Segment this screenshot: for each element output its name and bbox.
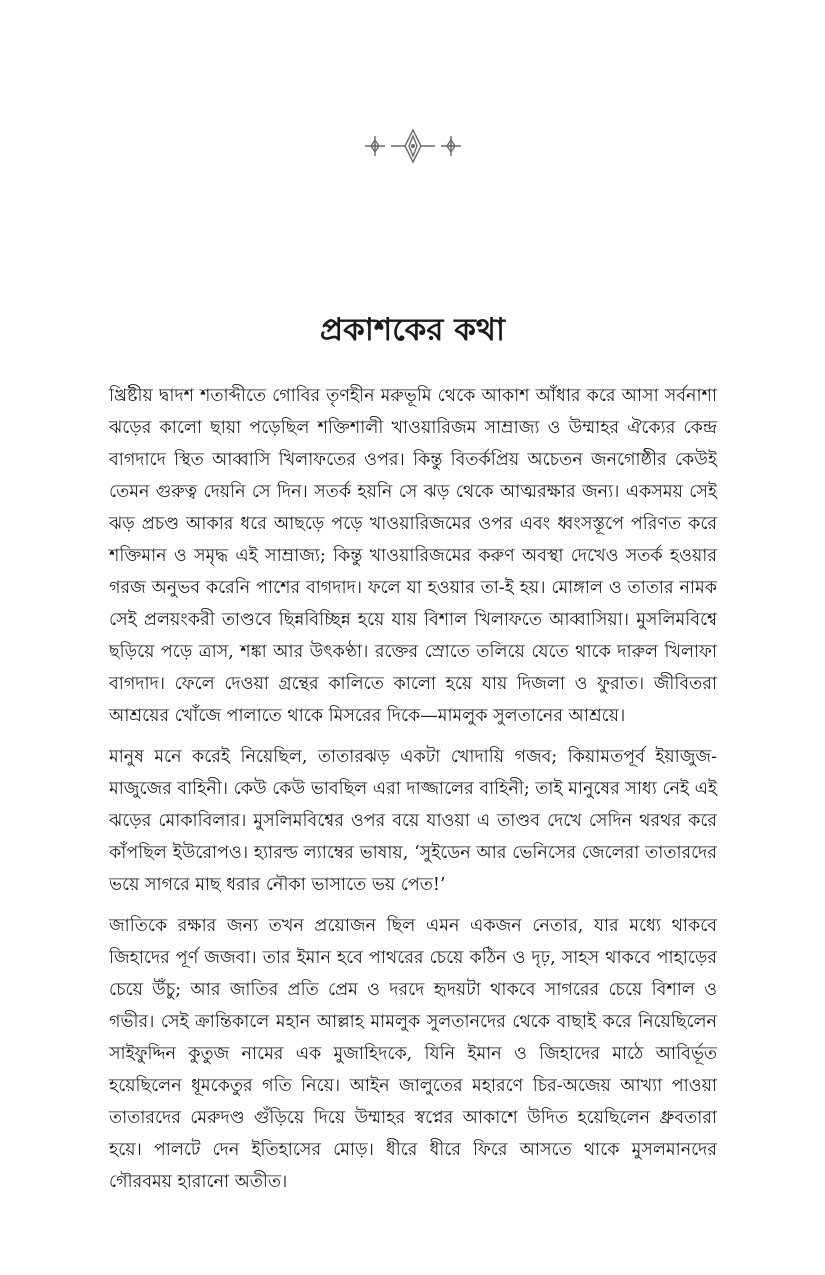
- decorative-ornament-icon: [357, 124, 469, 168]
- paragraph-1: খ্রিষ্টীয় দ্বাদশ শতাব্দীতে গোবির তৃণহীন মরুভূমি থেকে আকাশ আঁধার করে আসা সর্বনাশা ঝড়ের কালো ছায়া পড়েছিল শক্তিশালী খাওয়ারিজম সাম্রাজ্য ও উম্মাহর ঐক্যের কেন্দ্র বাগদাদে স্থিত আব্বাসি খিলাফতের ওপর। কিন্তু বিতর্কপ্রিয় অচেতন জনগোষ্ঠীর কেউই তেমন গুরুত্ব দেয়নি সে দিন। সতর্ক হয়নি সে ঝড় থেকে আত্মরক্ষার জন্য। একসময় সেই ঝড় প্রচণ্ড আকার ধরে আছড়ে পড়ে খাওয়ারিজমের ওপর এবং ধ্বংসস্তূপে পরিণত করে শক্তিমান ও সমৃদ্ধ এই সাম্রাজ্য; কিন্তু খাওয়ারিজমের করুণ অবস্থা দেখেও সতর্ক হওয়ার গরজ অনুভব করেনি পাশের বাগদাদ। ফলে যা হওয়ার তা-ই হয়। মোঙ্গাল ও তাতার নামক সেই প্রলয়ংকরী তাণ্ডবে ছিন্নবিচ্ছিন্ন হয়ে যায় বিশাল খিলাফতে আব্বাসিয়া। মুসলিমবিশ্বে ছড়িয়ে পড়ে ত্রাস, শঙ্কা আর উৎকণ্ঠা। রক্তের স্রোতে তলিয়ে যেতে থাকে দারুল খিলাফা বাগদাদ। ফেলে দেওয়া গ্রন্থের কালিতে কালো হয়ে যায় দিজলা ও ফুরাত। জীবিতরা আশ্রয়ের খোঁজে পালাতে থাকে মিসরের দিকে—মামলুক সুলতানের আশ্রয়ে।: [109, 386, 717, 726]
- body-text: [109, 380, 717, 1207]
- paragraph-3: জাতিকে রক্ষার জন্য তখন প্রয়োজন ছিল এমন একজন নেতার, যার মধ্যে থাকবে জিহাদের পূর্ণ জজবা। তার ইমান হবে পাথরের চেয়ে কঠিন ও দৃঢ়, সাহস থাকবে পাহাড়ের চেয়ে উঁচু; আর জাতির প্রতি প্রেম ও দরদে হৃদয়টা থাকবে সাগরের চেয়ে বিশাল ও গভীর। সেই ক্রান্তিকালে মহান আল্লাহ মামলুক সুলতানদের থেকে বাছাই করে নিয়েছিলেন সাইফুদ্দিন কুতুজ নামের এক মুজাহিদকে, যিনি ইমান ও জিহাদের মাঠে আবির্ভূত হয়েছিলেন ধূমকেতুর গতি নিয়ে। আইন জালুতের মহারণে চির-অজেয় আখ্যা পাওয়া তাতারদের মেরুদণ্ড গুঁড়িয়ে দিয়ে উম্মাহর স্বপ্নের আকাশে উদিত হয়েছিলেন ধ্রুবতারা হয়ে। পালটে দেন ইতিহাসের মোড়। ধীরে ধীরে ফিরে আসতে থাকে মুসলমানদের গৌরবময় হারানো অতীত।: [109, 916, 717, 1192]
- paragraph-2: মানুষ মনে করেই নিয়েছিল, তাতারঝড় একটা খোদায়ি গজব; কিয়ামতপূর্ব ইয়াজুজ-মাজুজের বাহিনী। কেউ কেউ ভাবছিল এরা দাজ্জালের বাহিনী; তাই মানুষের সাধ্য নেই এই ঝড়ের মোকাবিলার। মুসলিমবিশ্বের ওপর বয়ে যাওয়া এ তাণ্ডব দেখে সেদিন থরথর করে কাঁপছিল ইউরোপও। হ্যারল্ড ল্যাম্বের ভাষায়, ‘সুইডেন আর ভেনিসের জেলেরা তাতারদের ভয়ে সাগরে মাছ ধরার নৌকা ভাসাতে ভয় পেত!’: [109, 747, 717, 895]
- page-title: প্রকাশকের কথা: [320, 312, 505, 348]
